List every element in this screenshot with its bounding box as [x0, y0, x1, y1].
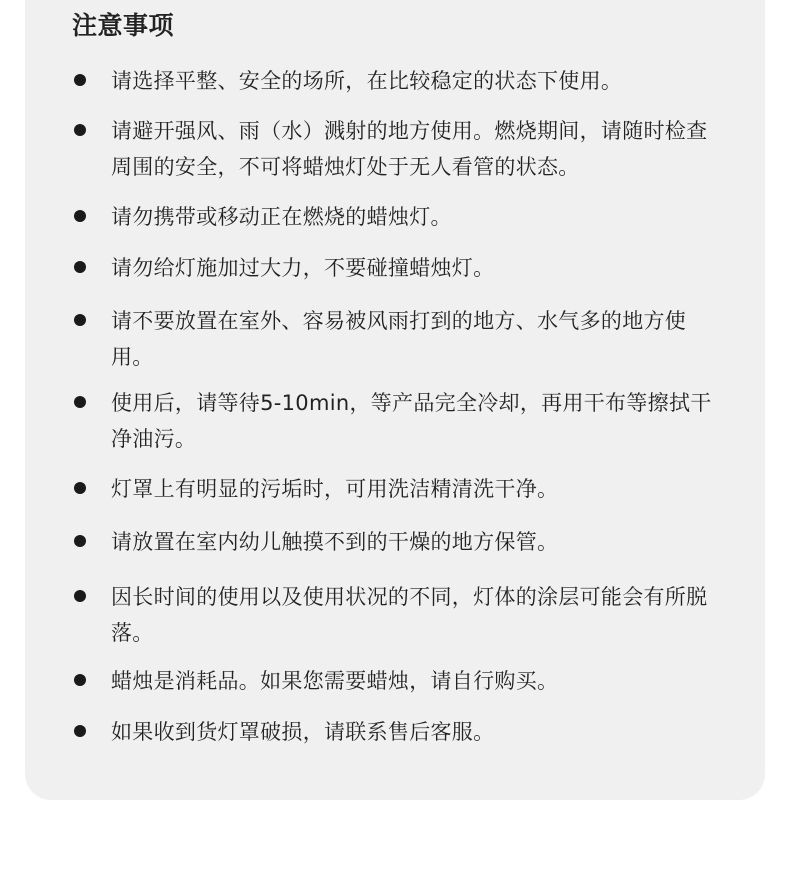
bullet-dot-icon — [74, 210, 86, 222]
notice-text: 请放置在室内幼儿触摸不到的干燥的地方保管。 — [111, 530, 559, 554]
bullet-dot-icon — [74, 396, 86, 408]
bullet-dot-icon — [74, 590, 86, 602]
notice-text: 如果收到货灯罩破损，请联系售后客服。 — [111, 720, 495, 744]
bullet-dot-icon — [74, 124, 86, 136]
notice-text: 请勿给灯施加过大力，不要碰撞蜡烛灯。 — [111, 256, 495, 280]
bullet-dot-icon — [74, 535, 86, 547]
bullet-dot-icon — [74, 261, 86, 273]
bullet-dot-icon — [74, 74, 86, 86]
notice-text: 请不要放置在室外、容易被风雨打到的地方、水气多的地方使用。 — [111, 309, 687, 369]
notice-text: 灯罩上有明显的污垢时，可用洗洁精清洗干净。 — [111, 477, 559, 501]
notice-text: 请选择平整、安全的场所，在比较稳定的状态下使用。 — [111, 69, 623, 93]
bullet-dot-icon — [74, 674, 86, 686]
bullet-dot-icon — [74, 482, 86, 494]
section-title: 注意事项 — [72, 11, 175, 40]
notice-text: 请避开强风、雨（水）溅射的地方使用。燃烧期间，请随时检查周围的安全，不可将蜡烛灯处于无人看管的状态。 — [111, 119, 708, 179]
bullet-dot-icon — [74, 725, 86, 737]
notice-text: 请勿携带或移动正在燃烧的蜡烛灯。 — [111, 205, 452, 229]
bullet-dot-icon — [74, 314, 86, 326]
notice-text: 蜡烛是消耗品。如果您需要蜡烛，请自行购买。 — [111, 669, 559, 693]
notice-text: 使用后，请等待5-10min，等产品完全冷却，再用干布等擦拭干净油污。 — [111, 391, 712, 451]
notice-text: 因长时间的使用以及使用状况的不同，灯体的涂层可能会有所脱落。 — [111, 585, 708, 645]
